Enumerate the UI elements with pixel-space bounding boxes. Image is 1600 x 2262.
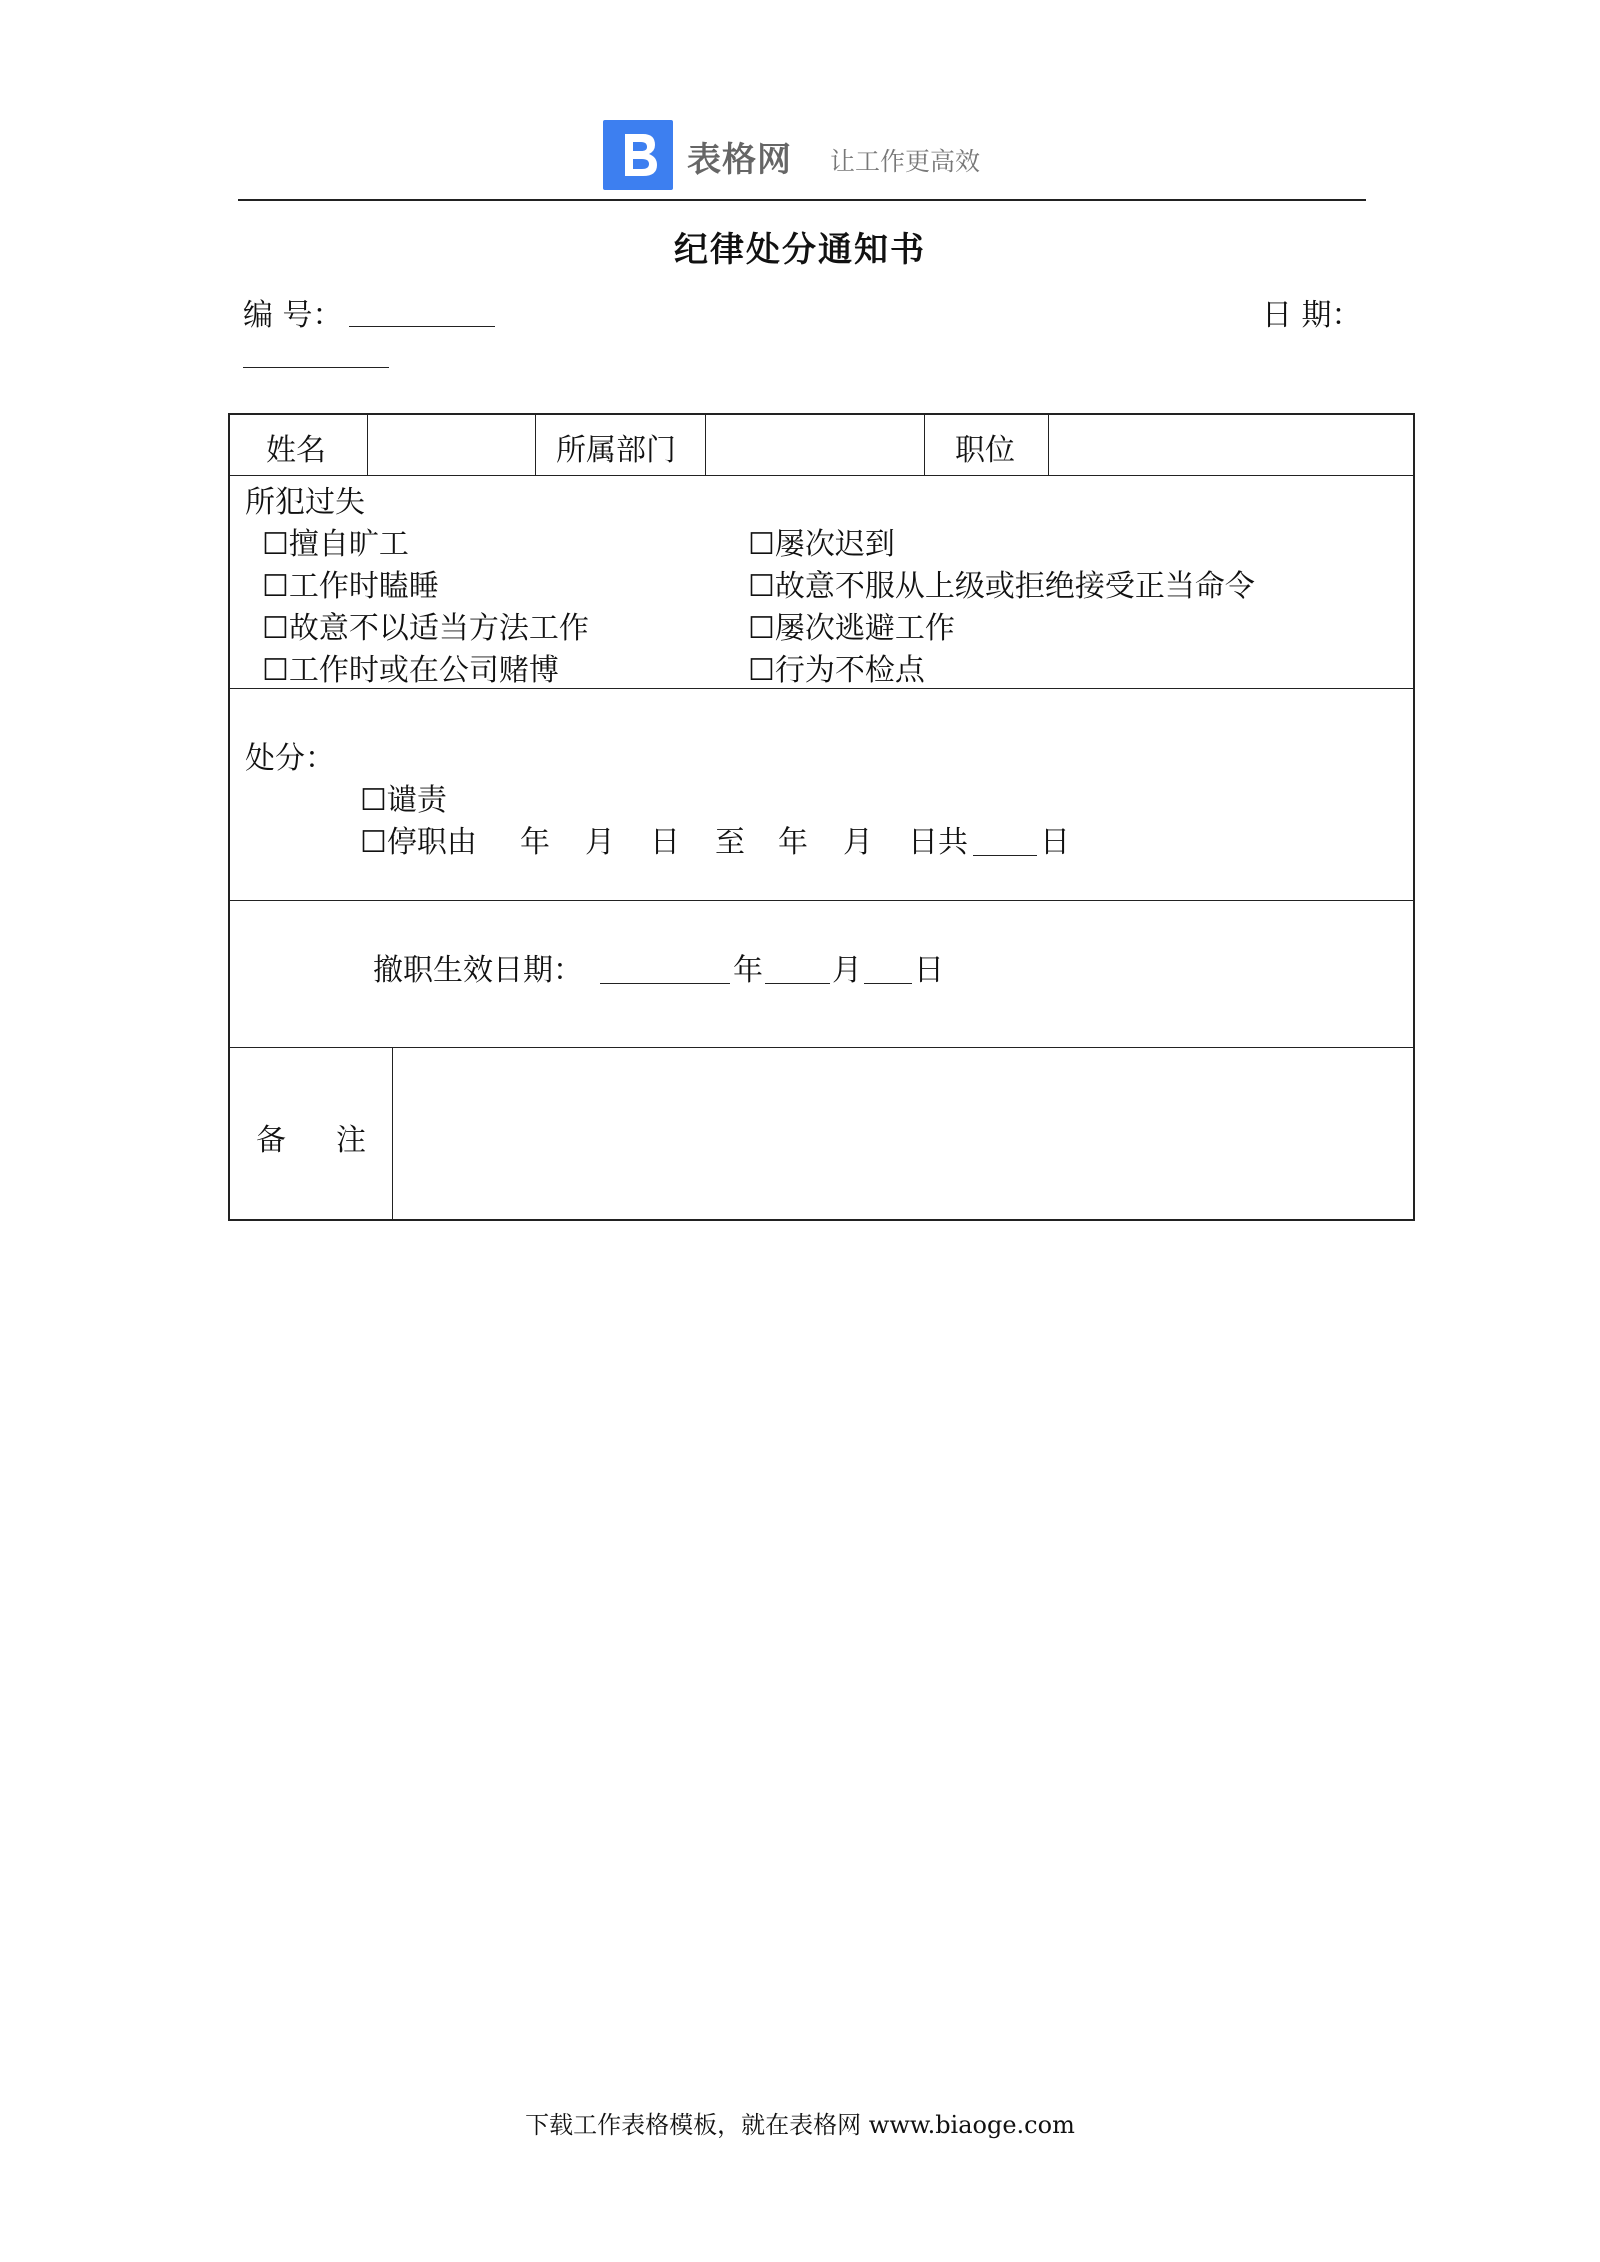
number-label: 编 号：	[243, 298, 343, 333]
remarks-input-cell[interactable]	[395, 1051, 1411, 1217]
col-divider	[924, 415, 925, 475]
suspension-to-label: 至	[715, 825, 745, 860]
penalty-checkbox-suspension[interactable]: ☐停职由	[360, 825, 477, 860]
brand-logo-icon	[603, 120, 673, 190]
fault-checkbox-misconduct[interactable]: ☐行为不检点	[748, 653, 925, 688]
dismissal-year-field[interactable]	[600, 983, 730, 984]
department-input-cell[interactable]	[707, 417, 922, 473]
fault-checkbox-insubordination[interactable]: ☐故意不服从上级或拒绝接受正当命令	[748, 569, 1255, 604]
suspension-start-year: 年	[520, 825, 550, 860]
fault-checkbox-improper-work[interactable]: ☐故意不以适当方法工作	[262, 611, 589, 646]
suspension-total-days-field[interactable]	[973, 855, 1037, 856]
suspension-start-month: 月	[585, 825, 615, 860]
header-divider	[238, 199, 1366, 201]
faults-heading: 所犯过失	[245, 485, 365, 520]
date-field[interactable]	[243, 367, 389, 368]
fault-checkbox-sleeping[interactable]: ☐工作时瞌睡	[262, 569, 439, 604]
col-divider	[367, 415, 368, 475]
name-input-cell[interactable]	[369, 417, 533, 473]
suspension-end-year: 年	[778, 825, 808, 860]
department-label: 所属部门	[556, 433, 676, 468]
dismissal-year-unit: 年	[733, 953, 763, 988]
fault-checkbox-gambling[interactable]: ☐工作时或在公司赌博	[262, 653, 559, 688]
suspension-total-label: 日共	[908, 825, 968, 860]
suspension-end-month: 月	[843, 825, 873, 860]
row-divider	[230, 1047, 1413, 1048]
row-divider	[230, 900, 1413, 901]
page-title: 纪律处分通知书	[674, 230, 926, 270]
row-divider	[230, 475, 1413, 476]
brand-name: 表格网	[687, 140, 792, 180]
dismissal-month-unit: 月	[832, 953, 862, 988]
penalty-heading: 处分：	[245, 741, 335, 776]
col-divider	[1048, 415, 1049, 475]
fault-checkbox-absence[interactable]: ☐擅自旷工	[262, 527, 409, 562]
suspension-start-day: 日	[650, 825, 680, 860]
penalty-checkbox-reprimand[interactable]: ☐谴责	[360, 783, 447, 818]
suspension-days-unit: 日	[1040, 825, 1070, 860]
dismissal-month-field[interactable]	[765, 983, 830, 984]
col-divider	[392, 1048, 393, 1219]
fault-checkbox-avoiding-work[interactable]: ☐屡次逃避工作	[748, 611, 955, 646]
footer-text: 下载工作表格模板，就在表格网 www.biaoge.com	[525, 2111, 1075, 2139]
discipline-form-table	[228, 413, 1415, 1221]
brand-slogan: 让工作更高效	[830, 147, 981, 176]
remarks-label-second: 注	[336, 1123, 366, 1158]
number-field[interactable]	[349, 326, 495, 327]
col-divider	[705, 415, 706, 475]
fault-checkbox-late[interactable]: ☐屡次迟到	[748, 527, 895, 562]
name-label: 姓名	[266, 433, 326, 468]
position-input-cell[interactable]	[1050, 417, 1412, 473]
date-label: 日 期：	[1262, 298, 1362, 333]
dismissal-day-field[interactable]	[864, 983, 912, 984]
position-label: 职位	[955, 433, 1015, 468]
dismissal-day-unit: 日	[914, 953, 944, 988]
remarks-label-first: 备	[256, 1123, 286, 1158]
col-divider	[535, 415, 536, 475]
dismissal-date-label: 撤职生效日期：	[373, 953, 583, 988]
